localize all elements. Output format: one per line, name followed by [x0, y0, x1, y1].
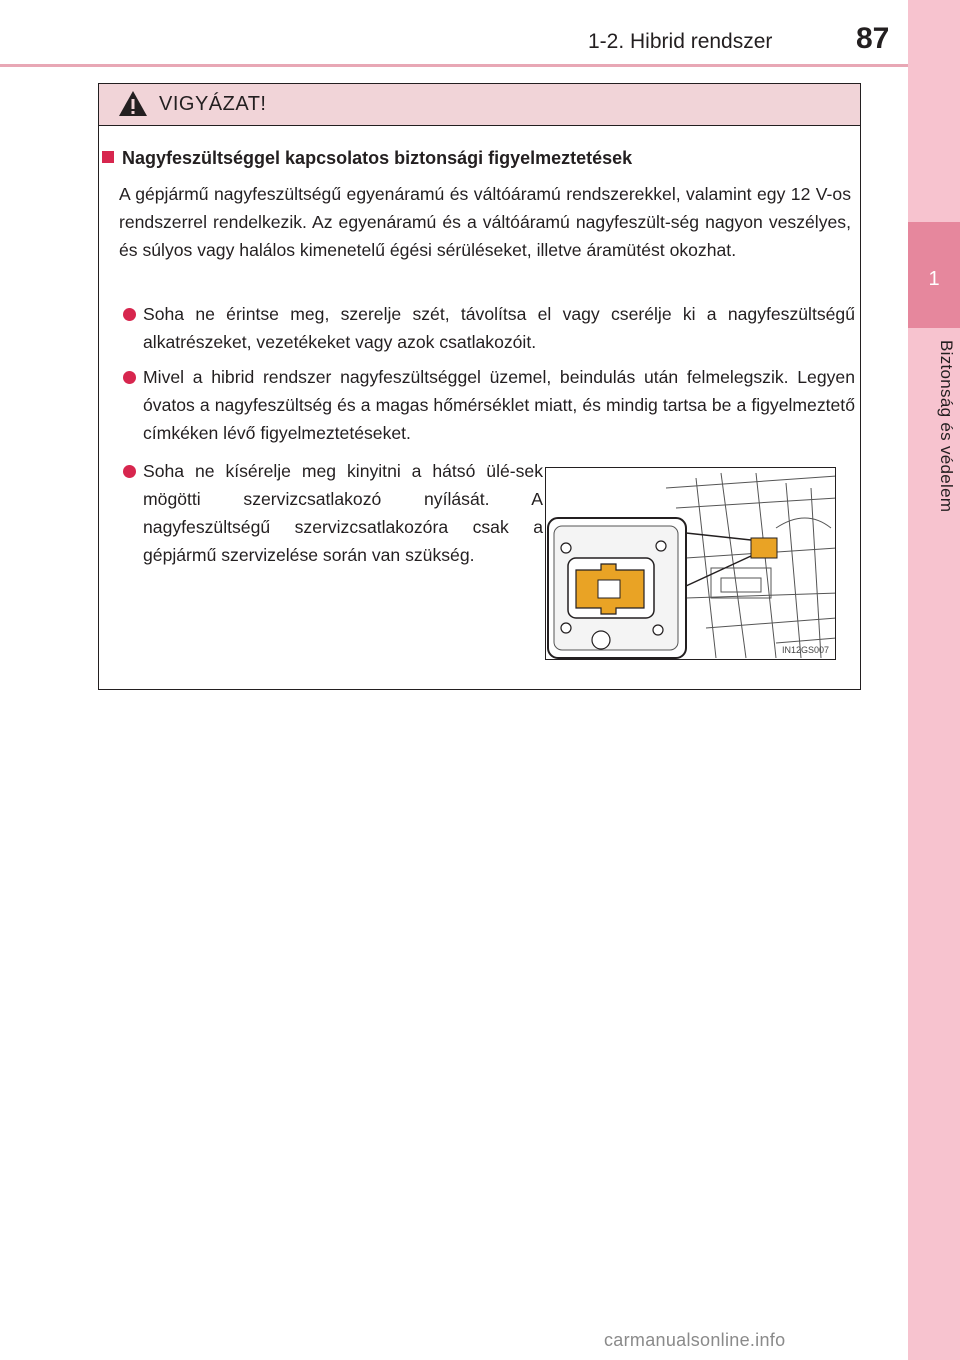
chapter-number: 1	[928, 268, 940, 290]
subheading	[102, 148, 632, 169]
section-title: 1-2. Hibrid rendszer	[588, 30, 773, 53]
list-item	[123, 363, 855, 447]
page-number: 87	[856, 22, 890, 55]
list-item-text: Soha ne érintse meg, szerelje szét, távolítsa el vagy cserélje ki a nagyfeszültségű alkatrészeket, vezetékeket vagy azok csatlakozóit.	[143, 304, 855, 352]
illustration-drawing	[546, 468, 836, 660]
header-rule	[0, 64, 908, 67]
warning-box	[98, 83, 861, 690]
warning-header	[99, 84, 860, 126]
warning-label: VIGYÁZAT!	[159, 93, 267, 115]
list-item	[123, 300, 855, 356]
list-item-text: Soha ne kísérelje meg kinyitni a hátsó ülé-sek mögötti szervizcsatlakozó nyílását. A nagyfeszültségű szervizcsatlakozóra csak a gépjármű szervizelése során van szükség.	[143, 461, 543, 565]
bullet-dot-icon	[123, 371, 136, 384]
list-item-text: Mivel a hibrid rendszer nagyfeszültséggel üzemel, beindulás után felmelegszik. Legyen óvatos a nagyfeszültség és a magas hőmérséklet miatt, és mindig tartsa be a figyelmeztető címkéken lévő figyelmeztetéseket.	[143, 367, 855, 443]
chapter-title: Biztonság és védelem	[937, 340, 956, 513]
intro-paragraph: A gépjármű nagyfeszültségű egyenáramú és váltóáramú rendszerekkel, valamint egy 12 V-os rendszerrel rendelkezik. Az egyenáramú és a váltóáramú nagyfeszült-ség nagyon veszélyes, és súlyos vagy halálos kimenetelű égési sérüléseket, illetve áramütést okozhat.	[119, 184, 851, 260]
bullet-dot-icon	[123, 465, 136, 478]
watermark: carmanualsonline.info	[604, 1330, 786, 1350]
list-item	[123, 457, 543, 569]
illustration-code: IN12GS007	[781, 645, 829, 655]
bullet-dot-icon	[123, 308, 136, 321]
service-plug-illustration	[545, 467, 836, 660]
warning-triangle-icon	[118, 90, 148, 117]
side-strip	[908, 0, 960, 1360]
subheading-text: Nagyfeszültséggel kapcsolatos biztonsági figyelmeztetések	[122, 148, 633, 168]
square-bullet-icon	[102, 151, 114, 163]
